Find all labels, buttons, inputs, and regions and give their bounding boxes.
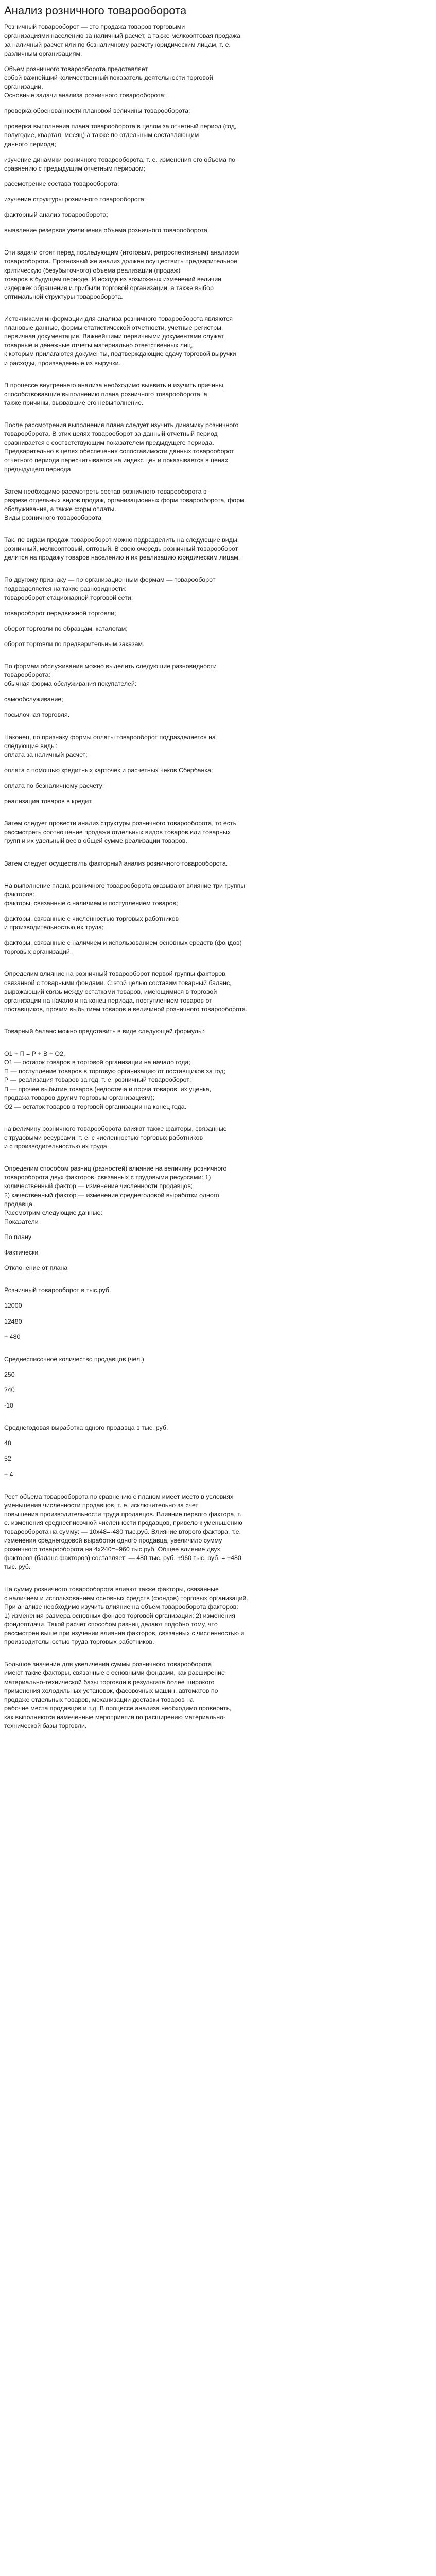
text-line: оптимальной структуры товарооборота. — [4, 293, 123, 300]
text-line: факторы, связанные с наличием и использованием основных средств (фондов) — [4, 939, 242, 947]
text-line: 1) изменения размера основных фондов торговой организации; 2) изменения — [4, 1612, 235, 1619]
paragraph — [4, 1233, 432, 1242]
text-line: производительностью труда торговых работников. — [4, 1638, 154, 1646]
text-line: к которым прилагаются документы, подтверждающие сдачу торговой выручки — [4, 350, 236, 358]
paragraph — [4, 733, 432, 751]
text-line: П — поступление товаров в торговую организацию от поставщиков за год; — [4, 1067, 225, 1075]
text-line: продаже отдельных товаров, механизации доставки товаров на — [4, 1696, 194, 1703]
text-line: Показатели — [4, 1217, 39, 1225]
paragraph — [4, 662, 432, 680]
paragraph — [4, 211, 432, 219]
paragraph — [4, 1085, 432, 1103]
text-line: издержек обращения и прибыли торговой организации, а также выбор — [4, 284, 214, 292]
paragraph — [4, 1423, 432, 1432]
text-line: самообслуживание; — [4, 696, 63, 703]
paragraph — [4, 65, 432, 74]
text-line: 240 — [4, 1386, 15, 1394]
text-line: как выполняются намеченные мероприятия по расширению материально- — [4, 1714, 226, 1721]
text-line: за наличный расчет или по безналичному расчету юридическим лицам, т. е. — [4, 41, 231, 48]
text-line: факторный анализ товарооборота; — [4, 211, 108, 219]
paragraph — [4, 91, 432, 100]
text-line: В — прочее выбытие товаров (недостача и порча товаров, их уценка, — [4, 1085, 212, 1093]
text-line: Определим влияние на розничный товарооборот первой группы факторов, — [4, 970, 228, 978]
text-line: В процессе внутреннего анализа необходимо выявить и изучить причины, — [4, 381, 225, 389]
paragraph — [4, 1355, 432, 1364]
text-line: полугодие, квартал, месяц) а также по отдельным составляющим — [4, 131, 199, 139]
paragraph — [4, 1058, 432, 1067]
text-line: собой важнейший количественный показатель деятельности торговой — [4, 74, 213, 81]
text-line: Эти задачи стоят перед последующим (итоговым, ретроспективным) анализом — [4, 249, 239, 257]
text-line: Розничный товарооборот в тыс.руб. — [4, 1286, 111, 1294]
paragraph — [4, 797, 432, 806]
text-line: На сумму розничного товарооборота влияют также факторы, связанные — [4, 1585, 219, 1593]
paragraph — [4, 859, 432, 868]
text-line: товаров в будущем периоде. И исходя из возможных изменений величин — [4, 275, 222, 283]
paragraph — [4, 1585, 432, 1647]
text-line: Отклонение от плана — [4, 1264, 68, 1272]
text-line: факторы, связанные с численностью торговых работников — [4, 915, 179, 923]
paragraph — [4, 421, 432, 474]
text-line: рассмотрение состава товарооборота; — [4, 180, 119, 188]
paragraph — [4, 180, 432, 189]
text-line: После рассмотрения выполнения плана следует изучить динамику розничного — [4, 421, 239, 429]
text-line: Затем следует осуществить факторный анализ розничного товарооборота. — [4, 859, 228, 867]
paragraph — [4, 1454, 432, 1463]
text-line: посылочная торговля. — [4, 711, 70, 719]
text-line: оборот торговли по образцам, каталогам; — [4, 624, 128, 632]
text-line: При анализе необходимо изучить влияние на объем товарооборота факторов: — [4, 1603, 238, 1611]
text-line: организациями населению за наличный расчет, а также мелкооптовая продажа — [4, 32, 240, 40]
text-line: также причины, вызвавшие его невыполнение. — [4, 399, 144, 406]
paragraph — [4, 1493, 432, 1572]
text-line: товарооборота. Прогнозный же анализ должен осуществить предварительное — [4, 258, 238, 265]
text-line: количественный фактор — изменение численности продавцов; — [4, 1182, 193, 1190]
paragraph — [4, 1401, 432, 1410]
text-line: сравнению с предыдущим отчетным периодом; — [4, 164, 146, 172]
text-line: проверка обоснованности плановой величины товарооборота; — [4, 107, 190, 115]
text-line: организации на начало и на конец периода, поступлением товаров от — [4, 996, 212, 1004]
text-line: товарооборота двух факторов, связанных с трудовыми ресурсами: 1) — [4, 1174, 211, 1181]
text-line: товарооборот стационарной торговой сети; — [4, 594, 133, 601]
text-line: обычная форма обслуживания покупателей: — [4, 680, 137, 688]
text-line: имеют такие факторы, связанные с основными фондами, как расширение — [4, 1669, 225, 1677]
text-line: товарооборота. В этих целях товарооборот за данный отчетный период — [4, 430, 218, 438]
text-line: сравнивается с соответствующим показателем предыдущего периода. — [4, 439, 214, 447]
text-line: е. изменения среднесписочной численности продавцов, привело к уменьшению — [4, 1519, 242, 1527]
paragraph — [4, 914, 432, 932]
text-line: плановые данные, формы статистической отчетности, учетные регистры, — [4, 324, 223, 332]
text-line: отчетного периода пересчитывается на индекс цен и показывается в ценах — [4, 456, 228, 464]
text-line: продавца. — [4, 1200, 34, 1208]
text-line: изменения среднегодовой выработки одного продавца, увеличило сумму — [4, 1537, 222, 1545]
paragraph — [4, 156, 432, 173]
text-line: делится на продажу товаров населению и их реализацию юридическим лицам. — [4, 554, 240, 562]
text-line: Определим способом разниц (разностей) влияние на величину розничного — [4, 1165, 227, 1173]
text-line: Источниками информации для анализа розничного товарооборота являются — [4, 315, 233, 323]
text-line: торговых организаций. — [4, 948, 72, 956]
page-title: Анализ розничного товарооборота — [4, 4, 187, 17]
paragraph — [4, 751, 432, 759]
text-line: Фактически — [4, 1249, 39, 1257]
text-line: фондоотдачи. Такой расчет способом разниц делают подобно тому, что — [4, 1621, 218, 1629]
paragraph — [4, 1386, 432, 1395]
text-line: организации. — [4, 83, 43, 91]
paragraph — [4, 819, 432, 845]
text-line: и расходы, произведенные из выручки. — [4, 359, 120, 367]
text-line: Предварительно в целях обеспечения сопоставимости данных товарооборот — [4, 448, 234, 455]
article-body — [4, 23, 432, 1731]
text-line: материально-технической базы торговли в результате более широкого — [4, 1678, 215, 1686]
text-line: разрезе отдельных видов продаж, организационных форм товарооборота, форм — [4, 496, 245, 504]
paragraph — [4, 122, 432, 148]
text-line: выявление резервов увеличения объема розничного товарооборота. — [4, 227, 210, 234]
text-line: продажа товаров другим торговым организациям); — [4, 1094, 155, 1101]
text-line: оборот торговли по предварительным заказам. — [4, 640, 145, 648]
text-line: факторов (баланс факторов) составляет: — 480 тыс. руб. +960 тыс. руб. = +480 — [4, 1554, 241, 1562]
paragraph — [4, 710, 432, 719]
text-line: Среднесписочное количество продавцов (чел.) — [4, 1355, 144, 1363]
paragraph — [4, 782, 432, 790]
text-line: Наконец, по признаку формы оплаты товарооборот подразделяется на — [4, 733, 216, 741]
paragraph — [4, 1103, 432, 1111]
paragraph — [4, 1660, 432, 1731]
paragraph — [4, 695, 432, 704]
text-line: повышения производительности труда продавцов. Влияние первого фактора, т. — [4, 1510, 241, 1518]
paragraph — [4, 1248, 432, 1257]
text-line: оплата с помощью кредитных карточек и расчетных чеков Сбербанка; — [4, 766, 213, 774]
text-line: подразделяется на такие разновидности: — [4, 585, 127, 592]
text-line: По плану — [4, 1233, 32, 1241]
text-line: -10 — [4, 1402, 13, 1410]
text-line: Большое значение для увеличения суммы розничного товарооборота — [4, 1660, 212, 1668]
paragraph — [4, 575, 432, 593]
paragraph — [4, 315, 432, 368]
text-line: Основные задачи анализа розничного товарооборота: — [4, 92, 166, 99]
text-line: 12480 — [4, 1317, 22, 1325]
text-line: На выполнение плана розничного товарооборота оказывают влияние три группы — [4, 882, 246, 889]
paragraph — [4, 640, 432, 649]
paragraph — [4, 514, 432, 522]
text-line: розничный, мелкооптовый, оптовый. В свою очередь розничный товарооборот — [4, 545, 238, 553]
paragraph — [4, 680, 432, 688]
paragraph — [4, 536, 432, 562]
text-line: Среднегодовая выработка одного продавца в тыс. руб. — [4, 1424, 168, 1432]
paragraph — [4, 624, 432, 633]
paragraph — [4, 1027, 432, 1036]
text-line: факторы, связанные с наличием и поступлением товаров; — [4, 899, 178, 907]
paragraph — [4, 487, 432, 514]
paragraph — [4, 1076, 432, 1084]
text-line: Виды розничного товарооборота — [4, 514, 101, 521]
text-line: О1 + П = Р + В + О2, — [4, 1050, 65, 1058]
text-line: Товарный баланс можно представить в виде следующей формулы: — [4, 1028, 205, 1035]
paragraph — [4, 1067, 432, 1076]
text-line: данного периода; — [4, 140, 56, 148]
paragraph — [4, 882, 432, 899]
text-line: товарооборота на сумму: — 10х48=-480 тыс.руб. Влияние второго фактора, т.е. — [4, 1528, 241, 1536]
text-line: товарооборота: — [4, 671, 50, 679]
text-line: Розничный товарооборот — это продажа товаров торговыми — [4, 23, 185, 31]
paragraph — [4, 939, 432, 956]
paragraph — [4, 609, 432, 618]
paragraph — [4, 1333, 432, 1342]
text-line: связанной с товарными фондами. С этой целью составим товарный баланс, — [4, 979, 232, 987]
paragraph — [4, 899, 432, 908]
paragraph — [4, 74, 432, 91]
paragraph — [4, 1264, 432, 1273]
text-line: Так, по видам продаж товарооборот можно подразделить на следующие виды: — [4, 536, 239, 544]
text-line: применения холодильных установок, фасовочных машин, автоматов по — [4, 1687, 218, 1694]
paragraph — [4, 594, 432, 602]
paragraph — [4, 381, 432, 408]
text-line: 52 — [4, 1455, 11, 1463]
paragraph — [4, 195, 432, 204]
text-line: первичная документация. Важнейшими первичными документами служат — [4, 333, 224, 341]
text-line: Объем розничного товарооборота представляет — [4, 65, 148, 73]
text-line: проверка выполнения плана товарооборота в целом за отчетный период (год, — [4, 123, 237, 130]
text-line: изучение динамики розничного товарооборота, т. е. изменения его объема по — [4, 156, 236, 163]
text-line: с наличием и использованием основных средств (фондов) торговых организаций. — [4, 1594, 248, 1602]
text-line: тыс. руб. — [4, 1563, 31, 1571]
text-line: товарооборот передвижной торговли; — [4, 609, 116, 617]
paragraph — [4, 970, 432, 1014]
text-line: товарные и денежные отчеты материально ответственных лиц, — [4, 342, 193, 349]
text-line: поставщиков, прочим выбытием товаров и величиной розничного товарооборота. — [4, 1005, 248, 1013]
text-line: По формам обслуживания можно выделить следующие разновидности — [4, 663, 217, 670]
paragraph — [4, 1286, 432, 1295]
paragraph — [4, 1439, 432, 1448]
text-line: и с производительностью их труда. — [4, 1143, 109, 1150]
text-line: Р — реализация товаров за год, т. е. розничный товарооборот; — [4, 1076, 191, 1084]
text-line: розничного товарооборота на 4х240=+960 тыс.руб. Общее влияние двух — [4, 1546, 220, 1553]
text-line: рассмотрен выше при изучении влияния факторов, связанных с численностью и — [4, 1630, 245, 1637]
paragraph — [4, 23, 432, 58]
paragraph — [4, 1164, 432, 1209]
text-line: с трудовыми ресурсами, т. е. с численностью торговых работников — [4, 1133, 203, 1141]
text-line: О1 — остаток товаров в торговой организации на начало года; — [4, 1059, 190, 1066]
text-line: рассмотреть соотношение продажи отдельных видов товаров или товарных — [4, 828, 231, 836]
paragraph — [4, 248, 432, 301]
text-line: групп и их удельный вес в общей сумме реализации товаров. — [4, 837, 187, 845]
paragraph — [4, 1370, 432, 1379]
text-line: О2 — остаток товаров в торговой организации на конец года. — [4, 1103, 187, 1110]
text-line: + 480 — [4, 1333, 21, 1341]
text-line: Рассмотрим следующие данные: — [4, 1209, 102, 1216]
text-line: оплата за наличный расчет; — [4, 751, 88, 758]
text-line: По другому признаку — по организационным формам — товарооборот — [4, 576, 216, 584]
text-line: + 4 — [4, 1470, 13, 1478]
paragraph — [4, 1301, 432, 1310]
text-line: и производительностью их труда; — [4, 924, 104, 931]
paragraph — [4, 1217, 432, 1226]
paragraph — [4, 766, 432, 775]
text-line: обслуживания, а также форм оплаты. — [4, 505, 116, 513]
text-line: реализация товаров в кредит. — [4, 798, 93, 805]
paragraph — [4, 1125, 432, 1151]
text-line: выражающий связь между остатками товаров, имеющимися в торговой — [4, 988, 217, 995]
text-line: 2) качественный фактор — изменение среднегодовой выработки одного — [4, 1191, 219, 1199]
text-line: оплата по безналичному расчету; — [4, 782, 104, 790]
paragraph — [4, 1317, 432, 1326]
text-line: уменьшения численности продавцов, т. е. исключительно за счет — [4, 1501, 199, 1509]
text-line: различным организациям. — [4, 49, 82, 57]
paragraph — [4, 226, 432, 235]
text-line: способствовавшие выполнению плана розничного товарооборота, а — [4, 390, 207, 398]
text-line: изучение структуры розничного товарооборота; — [4, 196, 146, 203]
paragraph — [4, 1209, 432, 1217]
text-line: 12000 — [4, 1302, 22, 1310]
text-line: предыдущего периода. — [4, 465, 73, 473]
text-line: 250 — [4, 1370, 15, 1378]
text-line: 48 — [4, 1439, 11, 1447]
text-line: Рост объема товарооборота по сравнению с планом имеет место в условиях — [4, 1493, 234, 1500]
text-line: технической базы торговли. — [4, 1722, 87, 1730]
text-line: рабочие места продавцов и т.д. В процессе анализа необходимо проверить, — [4, 1704, 232, 1712]
text-line: на величину розничного товарооборота влияют также факторы, связанные — [4, 1125, 227, 1132]
paragraph — [4, 1470, 432, 1479]
text-line: факторов: — [4, 890, 34, 898]
text-line: критическую (безубыточного) объема реализации (продаж) — [4, 266, 181, 274]
paragraph — [4, 1049, 432, 1058]
text-line: следующие виды: — [4, 742, 58, 750]
text-line: Затем необходимо рассмотреть состав розничного товарооборота в — [4, 487, 207, 495]
paragraph — [4, 107, 432, 115]
text-line: Затем следует провести анализ структуры розничного товарооборота, то есть — [4, 820, 237, 827]
